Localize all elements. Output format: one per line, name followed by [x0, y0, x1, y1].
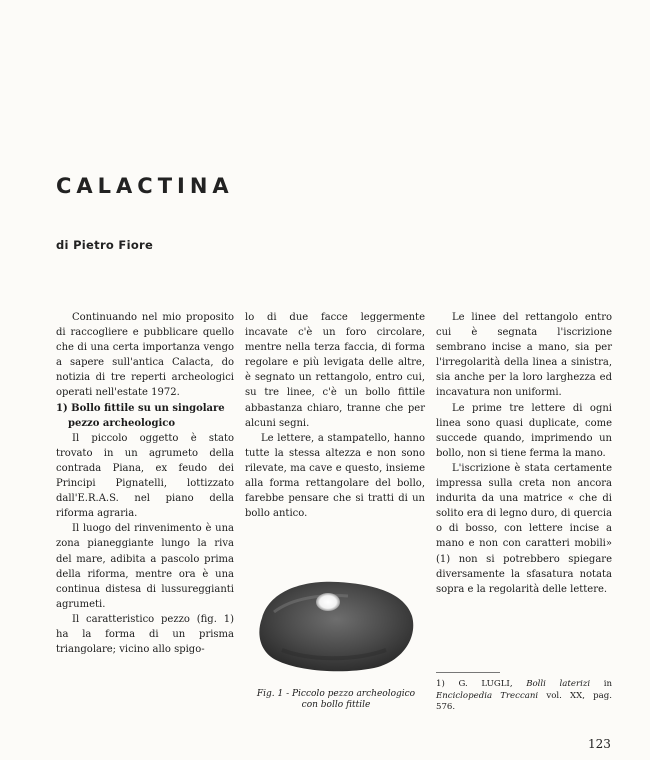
- paragraph: Il piccolo oggetto è stato trovato in un agrumeto della contrada Piana, ex feudo dei Principi Pignatelli, lottizzato dall'E.R.A.S. nel piano della riforma agraria.: [56, 432, 234, 520]
- paragraph: Le linee del rettangolo entro cui è segnata l'iscrizione sembrano incise a mano, sia per l'irregolarità della linea a sinistra, sia anche per la loro larghezza ed incavatura non uniformi.: [436, 312, 612, 399]
- paragraph: Le prime tre lettere di ogni linea sono quasi duplicate, come succede quando, imprimendo un bollo, non si tiene ferma la mano.: [436, 402, 612, 459]
- column-2: [245, 310, 425, 521]
- author-byline: di Pietro Fiore: [56, 238, 154, 252]
- footnote-rule: [436, 672, 500, 673]
- column-1: [56, 310, 234, 657]
- caption-line: con bollo fittile: [301, 700, 371, 710]
- caption-line: Fig. 1 - Piccolo pezzo archeologico: [256, 689, 416, 699]
- paragraph: Le lettere, a stampatello, hanno tutte la stessa altezza e non sono rilevate, ma cave e questo, insieme alla forma rettangolare del bollo, farebbe pensare che si tratti di un bollo antico.: [245, 432, 425, 520]
- section-heading: 1) Bollo fittile su un singolare pezzo archeologico: [56, 402, 225, 429]
- footnote-text: in: [590, 679, 613, 689]
- footnote-title: Bolli laterizi: [526, 679, 591, 689]
- figure-stone-photo: [252, 572, 420, 676]
- figure-caption: [242, 689, 430, 711]
- footnote-source: Enciclopedia Treccani: [436, 690, 539, 701]
- footnote-text: 1) G. LUGLI,: [436, 679, 527, 689]
- column-3: [436, 310, 612, 597]
- paragraph: L'iscrizione è stata certamente impressa sulla creta non ancora indurita da una matrice « che di solito era di legno duro, di quercia o di bosso, con lettere incise a mano e non con caratteri mobili» (1) non si potrebbero spiegare diversamente la sfasatura notata sopra e la regolarità delle lettere.: [436, 462, 612, 595]
- paragraph: Continuando nel mio proposito di raccogliere e pubblicare quello che di una certa importanza vengo a sapere sull'antica Calacta, do notizia di tre reperti archeologici operati nell'estate 1972.: [56, 312, 234, 399]
- article-title: CALACTINA: [56, 174, 234, 198]
- page-number: 123: [588, 737, 611, 751]
- footnote: [436, 679, 612, 714]
- paragraph: Il luogo del rinvenimento è una zona pianeggiante lungo la riva del mare, adibita a pascolo prima della riforma, mentre ora è una continua distesa di lussureggianti agrumeti.: [56, 523, 234, 610]
- paragraph: lo di due facce leggermente incavate c'è un foro circolare, mentre nella terza faccia, di forma regolare e più levigata delle altre, è segnato un rettangolo, entro cui, su tre linee, c'è un bollo fittile abbastanza chiaro, tranne che per alcuni segni.: [245, 312, 425, 429]
- paragraph: Il caratteristico pezzo (fig. 1) ha la forma di un prisma triangolare; vicino allo spigo-: [56, 613, 234, 656]
- footnote-text: vol. XX, pag. 576.: [436, 690, 612, 712]
- stone-icon: [252, 572, 420, 676]
